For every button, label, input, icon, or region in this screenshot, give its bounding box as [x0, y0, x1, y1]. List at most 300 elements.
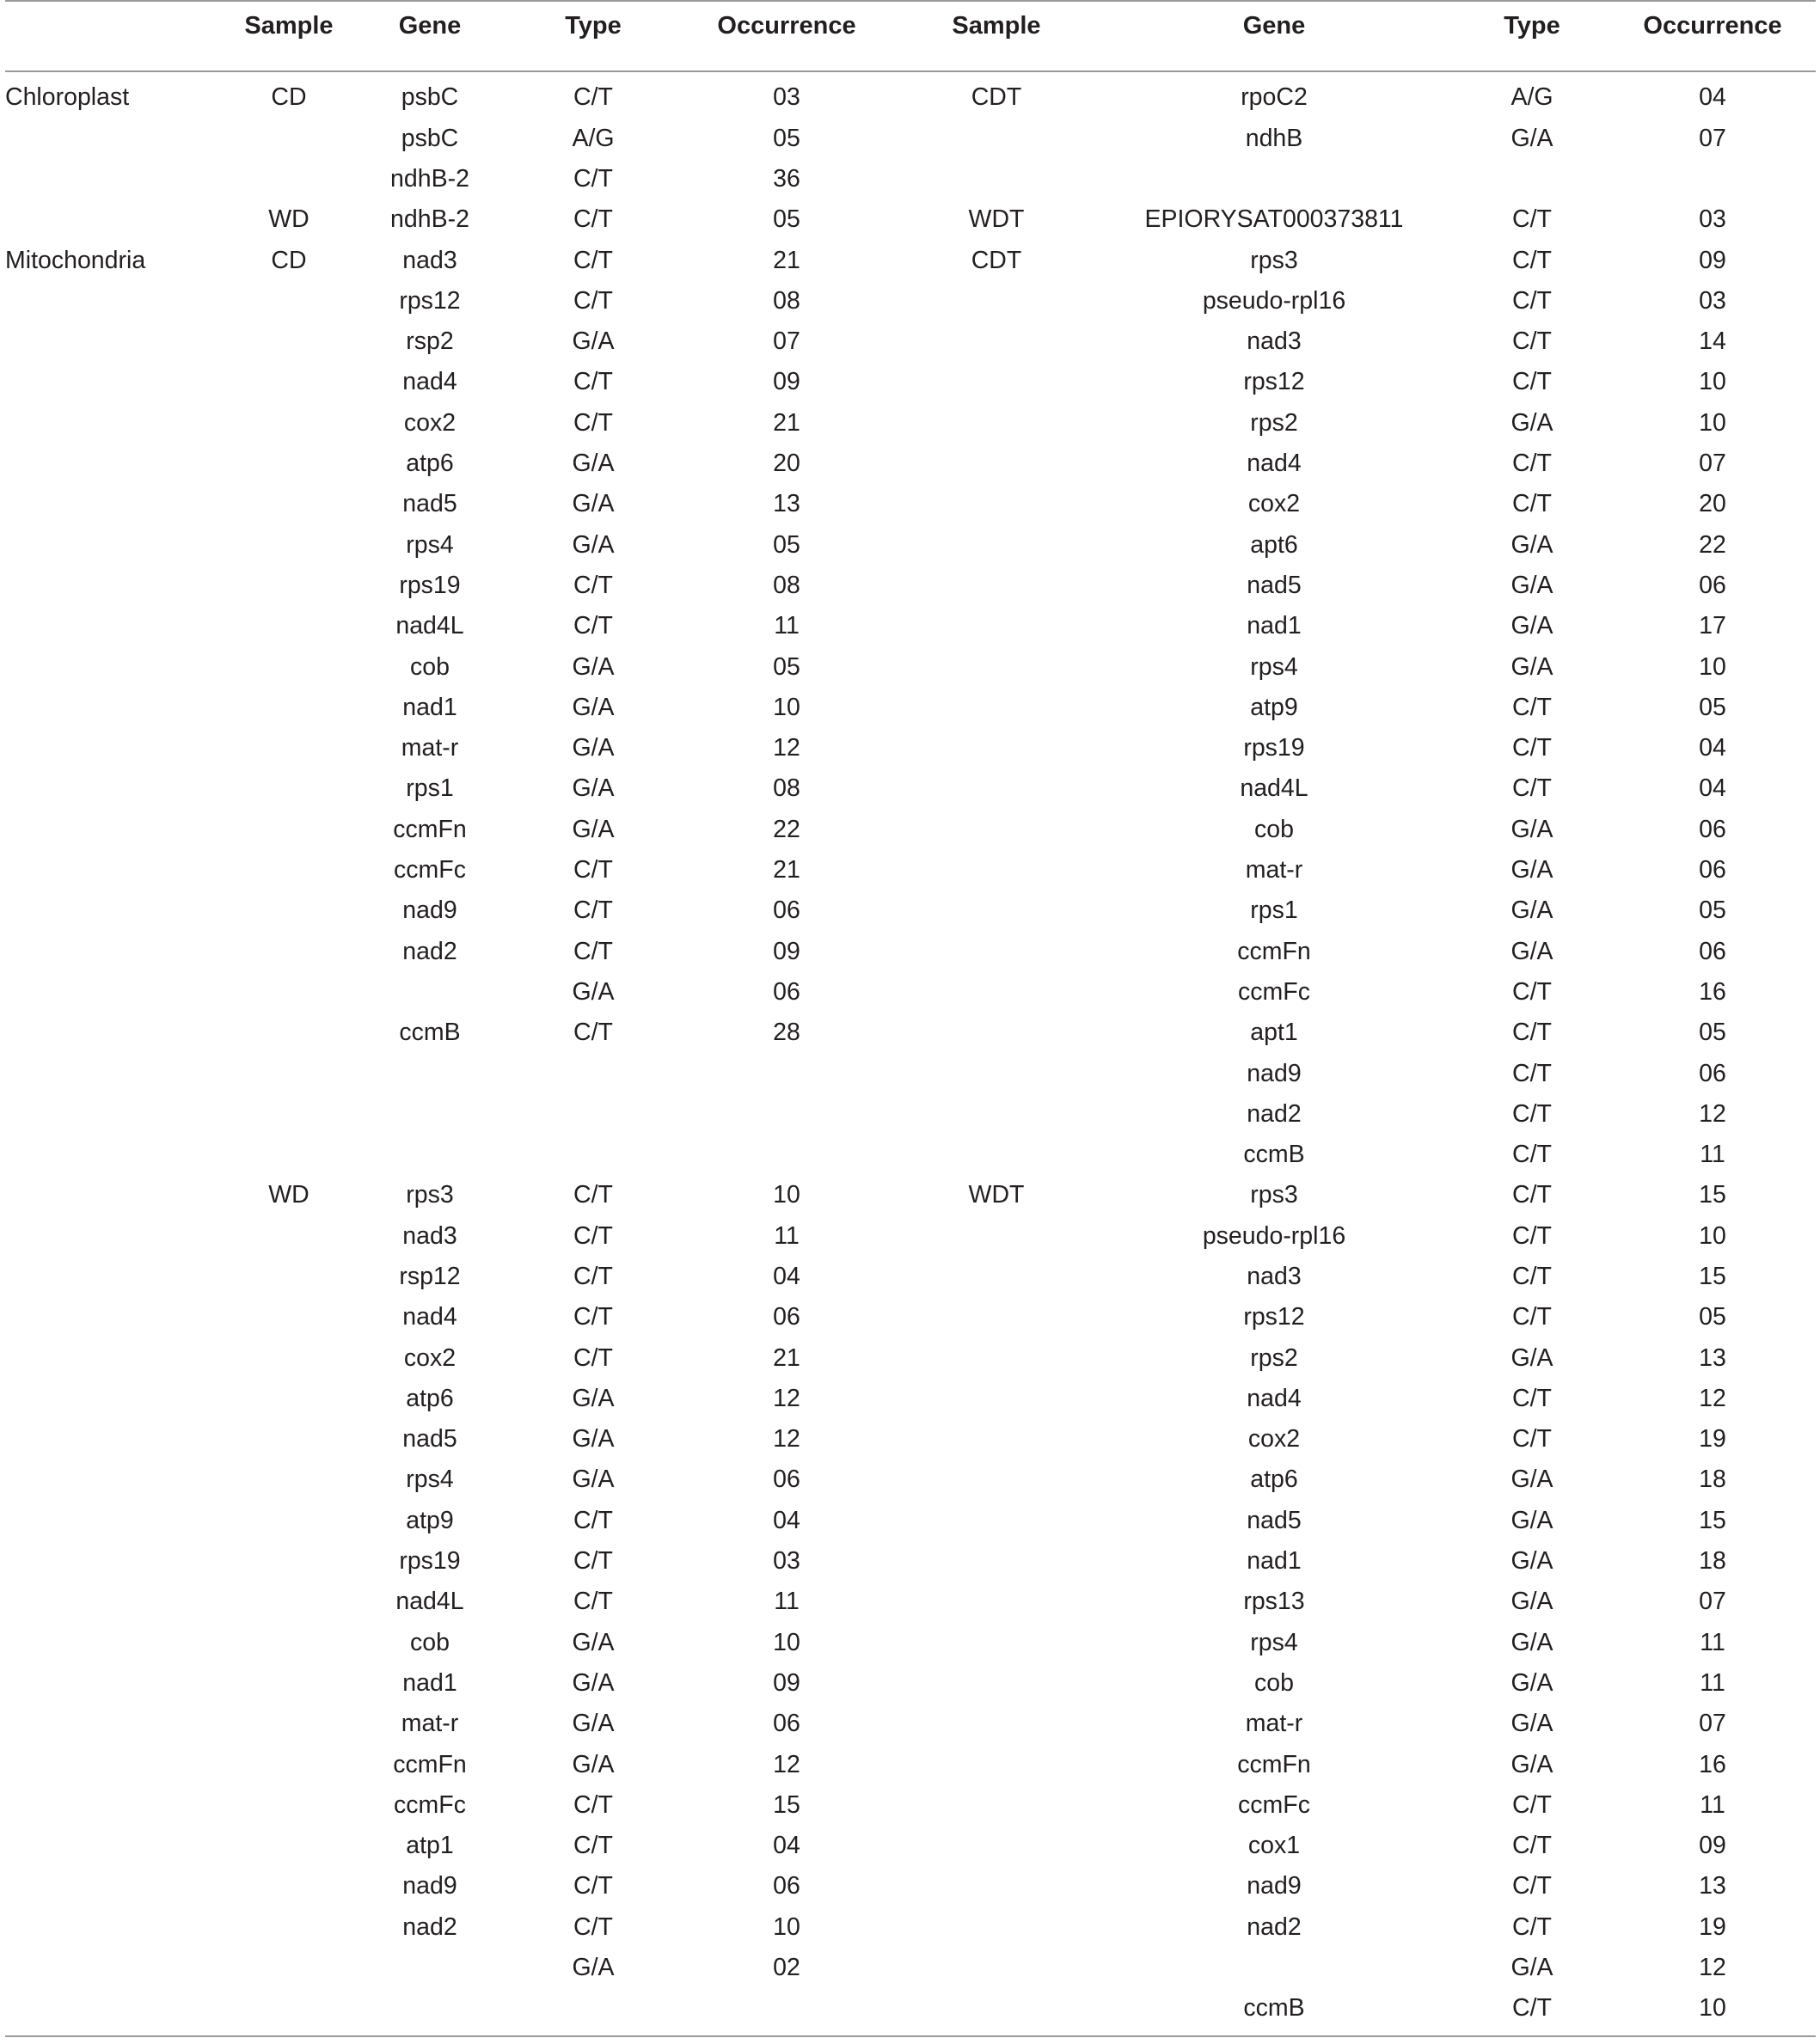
cell-type-1: C/T: [573, 571, 613, 599]
cell-gene-2: ccmB: [1243, 1141, 1305, 1169]
cell-organelle: [5, 566, 230, 606]
cell-occurrence-2: 11: [1700, 1141, 1725, 1169]
cell-occurrence-2: 06: [1699, 571, 1726, 599]
cell-sample-1: CD: [271, 83, 307, 112]
cell-sample-2: [899, 1988, 1094, 2036]
cell-gene-2: ccmFc: [1238, 1790, 1310, 1819]
cell-type-1: C/T: [573, 1588, 613, 1616]
cell-gene-1: nad2: [402, 937, 457, 965]
cell-occurrence-1: 02: [773, 1954, 800, 1982]
cell-type-2: C/T: [1512, 1303, 1552, 1331]
cell-type-2: C/T: [1512, 1832, 1552, 1860]
cell-organelle: Mitochondria: [5, 246, 146, 274]
cell-occurrence-2: 03: [1699, 286, 1726, 315]
cell-type-2: G/A: [1511, 1628, 1553, 1656]
cell-occurrence-2: 07: [1699, 124, 1726, 152]
cell-type-2: G/A: [1511, 1343, 1553, 1372]
cell-occurrence-2: 07: [1699, 1710, 1726, 1738]
cell-occurrence-2: 07: [1699, 1588, 1726, 1616]
cell-sample-2: [899, 524, 1094, 565]
cell-occurrence-1: 06: [773, 1710, 800, 1738]
cell-sample-1: [230, 1704, 347, 1744]
cell-organelle: [5, 1988, 230, 2036]
cell-organelle: [5, 1337, 230, 1378]
cell-sample-1: [230, 1582, 347, 1622]
cell-gene-1: [347, 972, 512, 1013]
cell-sample-1: [230, 1053, 347, 1093]
cell-sample-2: [899, 1622, 1094, 1662]
table-row: [5, 71, 1816, 118]
cell-type-1: C/T: [573, 1912, 613, 1941]
cell-organelle: [5, 1663, 230, 1704]
cell-sample-2: [899, 1419, 1094, 1460]
cell-sample-1: CD: [271, 246, 307, 274]
cell-occurrence-2: 09: [1699, 246, 1726, 274]
table-row: [5, 728, 1816, 768]
cell-organelle: [5, 321, 230, 362]
table-row: [5, 524, 1816, 565]
cell-type-1: C/T: [573, 897, 613, 925]
cell-sample-2: [899, 1744, 1094, 1784]
table-row: [5, 1784, 1816, 1825]
cell-occurrence-1: 03: [773, 1547, 800, 1576]
cell-type-1: G/A: [572, 327, 615, 356]
cell-occurrence-1: 20: [773, 450, 800, 478]
cell-gene-2: apt6: [1250, 530, 1298, 559]
table-row: [5, 444, 1816, 484]
cell-sample-2: [899, 1906, 1094, 1947]
cell-sample-2: WDT: [968, 205, 1025, 234]
cell-type-1: C/T: [573, 1506, 613, 1534]
cell-gene-1: atp9: [406, 1506, 454, 1534]
cell-sample-2: [899, 1013, 1094, 1053]
cell-sample-1: WD: [268, 205, 309, 234]
cell-gene-1: nad4L: [395, 1588, 464, 1616]
header-row: [5, 1, 1816, 71]
cell-gene-2: cox1: [1247, 1832, 1301, 1860]
cell-sample-2: [899, 484, 1094, 524]
cell-type-2: A/G: [1511, 83, 1553, 112]
table-row: [5, 1906, 1816, 1947]
cell-organelle: [5, 1215, 230, 1256]
cell-type-1: [512, 1053, 674, 1093]
cell-occurrence-1: [674, 1135, 899, 1175]
cell-type-1: C/T: [573, 408, 613, 437]
table-row: [5, 646, 1816, 687]
cell-gene-2: ccmFc: [1238, 977, 1310, 1006]
cell-occurrence-1: 06: [773, 977, 800, 1006]
cell-occurrence-1: 05: [773, 652, 800, 681]
cell-sample-2: [899, 1582, 1094, 1622]
table-row: [5, 809, 1816, 849]
cell-occurrence-2: 18: [1699, 1466, 1726, 1494]
cell-gene-2: ccmFn: [1237, 1750, 1311, 1778]
cell-occurrence-2: 04: [1699, 774, 1726, 803]
cell-gene-1: nad5: [402, 490, 457, 518]
cell-sample-2: [899, 1866, 1094, 1906]
cell-gene-2: nad4: [1247, 1384, 1302, 1412]
cell-gene-1: cob: [410, 652, 450, 681]
cell-type-1: [512, 1135, 674, 1175]
cell-type-1: C/T: [573, 246, 613, 274]
cell-gene-1: ccmFn: [393, 815, 467, 843]
cell-occurrence-2: 10: [1699, 652, 1726, 681]
cell-sample-2: [899, 1257, 1094, 1297]
cell-type-2: G/A: [1511, 1588, 1553, 1616]
cell-gene-1: rps4: [406, 530, 454, 559]
cell-gene-1: mat-r: [401, 734, 459, 762]
cell-occurrence-1: 09: [773, 368, 800, 396]
cell-sample-1: [230, 1866, 347, 1906]
cell-gene-2: rps2: [1250, 1343, 1298, 1372]
cell-sample-2: [899, 1704, 1094, 1744]
cell-type-2: C/T: [1512, 1221, 1552, 1250]
cell-type-2: C/T: [1512, 1263, 1552, 1290]
cell-type-2: C/T: [1512, 490, 1552, 518]
header-type-2: Type: [1455, 1, 1609, 71]
cell-sample-1: [230, 972, 347, 1013]
cell-gene-2: nad3: [1247, 1263, 1302, 1290]
cell-organelle: [5, 402, 230, 443]
cell-sample-1: [230, 1297, 347, 1337]
cell-sample-2: [899, 687, 1094, 727]
table-row: [5, 1826, 1816, 1866]
cell-gene-1: ccmFc: [394, 856, 466, 884]
rna-editing-table: [5, 0, 1816, 2037]
cell-sample-1: [230, 362, 347, 402]
cell-occurrence-1: 06: [773, 1466, 800, 1494]
cell-sample-1: [230, 402, 347, 443]
cell-occurrence-1: 10: [773, 1912, 800, 1941]
cell-gene-1: rps3: [406, 1181, 454, 1209]
cell-occurrence-1: 06: [773, 1303, 800, 1331]
cell-type-1: C/T: [573, 1872, 613, 1900]
table-row: [5, 402, 1816, 443]
cell-type-2: [1455, 159, 1609, 199]
cell-occurrence-2: 10: [1609, 1988, 1816, 2036]
cell-type-2: C/T: [1512, 1872, 1552, 1900]
cell-occurrence-1: 04: [773, 1263, 800, 1290]
cell-sample-1: [230, 1906, 347, 1947]
cell-sample-1: [230, 1013, 347, 1053]
cell-sample-1: [230, 1500, 347, 1540]
table-row: [5, 1419, 1816, 1460]
cell-gene-1: nad9: [402, 897, 457, 925]
cell-type-1: C/T: [573, 1832, 613, 1860]
cell-gene-2: rps2: [1250, 408, 1298, 437]
cell-sample-1: [230, 484, 347, 524]
table-row: [5, 118, 1816, 158]
cell-sample-2: [899, 931, 1094, 971]
cell-type-1: G/A: [572, 1954, 615, 1982]
cell-gene-2: [1094, 159, 1455, 199]
table-row: [5, 1988, 1816, 2036]
header-sample-2: Sample: [899, 1, 1094, 71]
cell-type-1: G/A: [572, 530, 615, 559]
cell-sample-1: [230, 524, 347, 565]
cell-type-2: C/T: [1512, 693, 1552, 721]
table-row: [5, 1460, 1816, 1500]
cell-sample-2: [899, 118, 1094, 158]
cell-occurrence-2: 04: [1699, 734, 1726, 762]
cell-type-2: C/T: [1512, 774, 1552, 803]
cell-organelle: [5, 1948, 230, 1988]
cell-sample-2: [899, 444, 1094, 484]
cell-gene-2: cox2: [1247, 490, 1301, 518]
cell-sample-2: [899, 1826, 1094, 1866]
cell-occurrence-1: 06: [773, 1872, 800, 1900]
cell-occurrence-2: 14: [1699, 327, 1726, 356]
cell-gene-1: [347, 1135, 512, 1175]
cell-occurrence-2: 17: [1699, 612, 1726, 640]
cell-type-2: C/T: [1512, 1790, 1552, 1819]
cell-sample-1: [230, 1093, 347, 1134]
cell-gene-1: cox2: [403, 408, 457, 437]
cell-sample-1: [230, 728, 347, 768]
cell-sample-1: [230, 768, 347, 809]
cell-occurrence-1: 12: [773, 1750, 800, 1778]
cell-organelle: [5, 1906, 230, 1947]
cell-gene-1: ndhB-2: [390, 164, 469, 193]
cell-sample-2: [899, 1948, 1094, 1988]
cell-gene-1: nad4: [402, 368, 457, 396]
cell-sample-1: [230, 566, 347, 606]
cell-occurrence-2: 06: [1699, 856, 1726, 884]
cell-gene-2: ndhB: [1245, 124, 1303, 152]
cell-sample-2: [899, 402, 1094, 443]
cell-occurrence-1: 11: [774, 612, 800, 640]
table-row: [5, 1215, 1816, 1256]
cell-type-1: G/A: [572, 1384, 615, 1412]
cell-gene-1: nad5: [402, 1425, 457, 1453]
cell-gene-1: rsp12: [399, 1263, 461, 1290]
cell-organelle: [5, 1379, 230, 1419]
cell-organelle: [5, 1784, 230, 1825]
cell-organelle: [5, 1582, 230, 1622]
cell-type-2: C/T: [1512, 1425, 1552, 1453]
cell-occurrence-1: 08: [773, 774, 800, 803]
cell-type-2: C/T: [1512, 1019, 1552, 1047]
cell-type-2: G/A: [1511, 612, 1553, 640]
cell-organelle: [5, 646, 230, 687]
cell-type-2: C/T: [1512, 327, 1552, 356]
cell-gene-2: nad5: [1247, 1506, 1302, 1534]
cell-organelle: [5, 809, 230, 849]
cell-occurrence-1: 06: [773, 897, 800, 925]
cell-type-1: C/T: [573, 856, 613, 884]
table-header: [5, 1, 1816, 71]
cell-occurrence-2: 12: [1699, 1954, 1726, 1982]
cell-sample-2: [899, 728, 1094, 768]
table-row: [5, 1582, 1816, 1622]
cell-organelle: [5, 1541, 230, 1582]
cell-gene-2: [1094, 1948, 1455, 1988]
cell-gene-2: EPIORYSAT000373811: [1144, 205, 1404, 234]
table-row: [5, 1500, 1816, 1540]
table-row: [5, 1053, 1816, 1093]
cell-occurrence-2: 19: [1699, 1912, 1726, 1941]
cell-type-1: G/A: [572, 1425, 615, 1453]
cell-sample-1: [230, 1541, 347, 1582]
cell-gene-2: nad3: [1247, 327, 1302, 356]
cell-type-1: G/A: [572, 1668, 615, 1697]
cell-organelle: [5, 1135, 230, 1175]
header-gene-1: Gene: [347, 1, 512, 71]
cell-type-2: C/T: [1512, 1141, 1552, 1169]
cell-type-1: C/T: [573, 1790, 613, 1819]
cell-gene-1: psbC: [401, 124, 459, 152]
cell-sample-1: [230, 1744, 347, 1784]
cell-occurrence-2: 05: [1699, 897, 1726, 925]
cell-organelle: [5, 850, 230, 890]
cell-type-2: C/T: [1512, 286, 1552, 315]
cell-occurrence-1: 08: [773, 286, 800, 315]
cell-sample-1: [230, 1460, 347, 1500]
cell-gene-1: ccmB: [399, 1019, 461, 1047]
cell-occurrence-2: 10: [1699, 1221, 1726, 1250]
cell-gene-1: nad2: [402, 1912, 457, 1941]
table-row: [5, 606, 1816, 646]
table-row: [5, 1866, 1816, 1906]
cell-gene-2: mat-r: [1245, 856, 1303, 884]
cell-gene-2: atp6: [1250, 1466, 1298, 1494]
cell-gene-1: rsp2: [406, 327, 454, 356]
cell-occurrence-1: 04: [773, 1506, 800, 1534]
cell-sample-2: [899, 606, 1094, 646]
cell-sample-1: [230, 1948, 347, 1988]
cell-type-2: C/T: [1512, 1384, 1552, 1412]
cell-sample-1: [230, 1663, 347, 1704]
cell-occurrence-2: 18: [1699, 1547, 1726, 1576]
cell-type-1: [512, 1093, 674, 1134]
cell-occurrence-1: 28: [773, 1019, 800, 1047]
cell-type-2: C/T: [1512, 205, 1552, 234]
cell-occurrence-2: 06: [1699, 1059, 1726, 1087]
cell-type-2: C/T: [1512, 246, 1552, 274]
cell-type-1: G/A: [572, 1628, 615, 1656]
cell-type-1: G/A: [572, 693, 615, 721]
cell-gene-1: rps19: [399, 1547, 461, 1576]
cell-type-1: G/A: [572, 734, 615, 762]
cell-organelle: [5, 1704, 230, 1744]
cell-organelle: Chloroplast: [5, 83, 130, 112]
table-row: [5, 1379, 1816, 1419]
cell-occurrence-1: 21: [773, 408, 800, 437]
header-organelle: [5, 1, 230, 71]
cell-type-2: G/A: [1511, 571, 1553, 599]
cell-sample-1: [230, 159, 347, 199]
cell-occurrence-2: [1609, 159, 1816, 199]
cell-occurrence-2: 07: [1699, 450, 1726, 478]
cell-sample-1: [230, 1784, 347, 1825]
cell-gene-1: rps1: [406, 774, 454, 803]
cell-type-1: A/G: [572, 124, 615, 152]
cell-sample-1: [230, 931, 347, 971]
cell-gene-1: cob: [410, 1628, 450, 1656]
header-sample-1: Sample: [230, 1, 347, 71]
cell-organelle: [5, 931, 230, 971]
cell-gene-2: apt1: [1250, 1019, 1298, 1047]
cell-sample-1: [230, 1379, 347, 1419]
cell-occurrence-1: 10: [773, 693, 800, 721]
cell-type-1: G/A: [572, 490, 615, 518]
cell-sample-1: [230, 646, 347, 687]
header-type-1: Type: [512, 1, 674, 71]
cell-type-1: C/T: [573, 1303, 613, 1331]
cell-type-2: C/T: [1512, 1099, 1552, 1128]
table-row: [5, 240, 1816, 280]
cell-gene-2: nad4: [1247, 450, 1302, 478]
cell-sample-1: [230, 280, 347, 321]
cell-sample-2: CDT: [971, 246, 1022, 274]
cell-occurrence-2: 10: [1699, 368, 1726, 396]
cell-gene-1: rps19: [399, 571, 461, 599]
cell-sample-2: [899, 1784, 1094, 1825]
table-row: [5, 1175, 1816, 1215]
cell-occurrence-2: 19: [1699, 1425, 1726, 1453]
cell-organelle: [5, 118, 230, 158]
cell-sample-1: WD: [268, 1181, 309, 1209]
cell-gene-2: cox2: [1247, 1425, 1301, 1453]
cell-type-1: C/T: [573, 286, 613, 315]
cell-occurrence-1: [674, 1053, 899, 1093]
header-occurrence-2: Occurrence: [1609, 1, 1816, 71]
cell-type-1: C/T: [573, 1019, 613, 1047]
cell-organelle: [5, 1460, 230, 1500]
cell-occurrence-2: 22: [1699, 530, 1726, 559]
table-row: [5, 972, 1816, 1013]
cell-gene-2: nad1: [1247, 1547, 1302, 1576]
table-body: [5, 71, 1816, 2036]
cell-gene-2: nad5: [1247, 571, 1302, 599]
cell-occurrence-2: 16: [1699, 1750, 1726, 1778]
cell-gene-1: nad4L: [395, 612, 464, 640]
cell-organelle: [5, 1093, 230, 1134]
cell-sample-1: [230, 809, 347, 849]
cell-occurrence-1: 22: [773, 815, 800, 843]
cell-organelle: [5, 972, 230, 1013]
table-row: [5, 768, 1816, 809]
cell-sample-2: [899, 1215, 1094, 1256]
cell-gene-2: rps19: [1243, 734, 1305, 762]
cell-gene-2: rps12: [1243, 368, 1305, 396]
cell-type-1: G/A: [572, 450, 615, 478]
cell-type-1: C/T: [573, 164, 613, 193]
cell-gene-1: [347, 1948, 512, 1988]
cell-type-2: C/T: [1455, 1988, 1609, 2036]
cell-type-2: C/T: [1512, 1181, 1552, 1209]
cell-sample-2: [899, 280, 1094, 321]
table-row: [5, 1663, 1816, 1704]
table-row: [5, 1257, 1816, 1297]
cell-gene-1: mat-r: [401, 1710, 459, 1738]
cell-type-2: G/A: [1511, 408, 1553, 437]
cell-sample-2: [899, 646, 1094, 687]
cell-gene-1: psbC: [401, 83, 459, 112]
cell-type-1: G/A: [572, 652, 615, 681]
cell-type-1: C/T: [573, 1221, 613, 1250]
cell-organelle: [5, 484, 230, 524]
cell-sample-2: [899, 890, 1094, 931]
cell-occurrence-1: 09: [773, 1668, 800, 1697]
cell-occurrence-2: 06: [1699, 815, 1726, 843]
cell-type-1: C/T: [573, 1263, 613, 1290]
cell-gene-1: nad1: [402, 693, 457, 721]
cell-gene-2: atp9: [1250, 693, 1298, 721]
cell-occurrence-1: 21: [773, 246, 800, 274]
table-row: [5, 566, 1816, 606]
cell-gene-1: nad1: [402, 1668, 457, 1697]
